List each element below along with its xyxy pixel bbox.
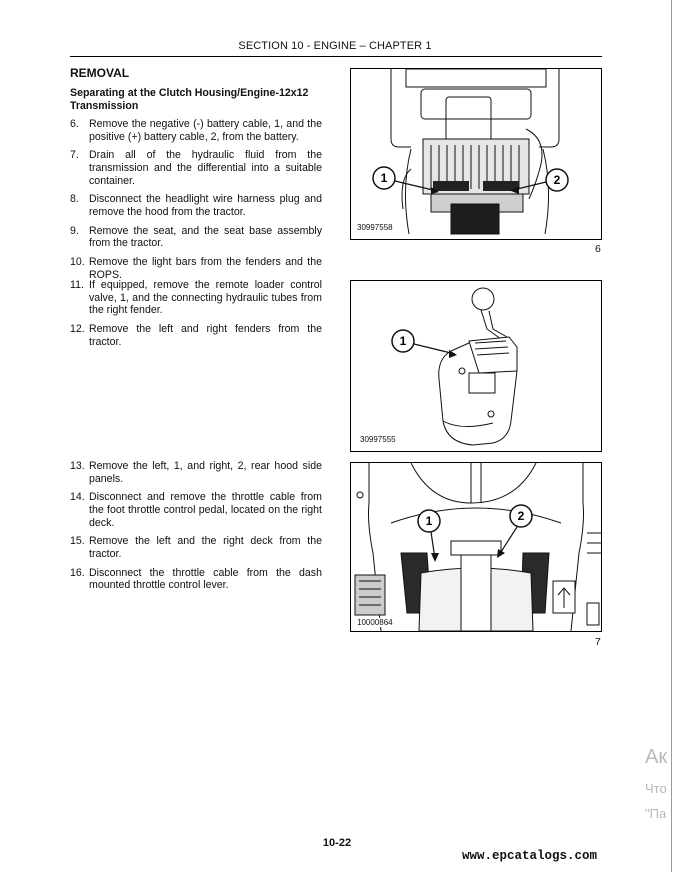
- step-text: Disconnect the headlight wire harness plug and remove the hood from the tractor.: [89, 193, 322, 218]
- step-number: 16.: [70, 566, 85, 579]
- figure-id: 30997555: [360, 435, 396, 444]
- step-text: Disconnect the throttle cable from the dash mounted throttle control lever.: [89, 566, 322, 592]
- step-item: [70, 225, 322, 250]
- callout-label: 1: [399, 334, 407, 348]
- step-number: 10.: [70, 256, 85, 269]
- step-item: [70, 256, 322, 281]
- step-number: 13.: [70, 460, 85, 472]
- header-divider: [70, 56, 602, 57]
- step-text: Remove the left, 1, and right, 2, rear hood side panels.: [89, 460, 322, 485]
- steps-block-3: [70, 460, 322, 598]
- step-text: Remove the left and right fenders from the tractor.: [89, 322, 322, 348]
- callout-label: 2: [553, 173, 561, 187]
- figure-battery: [350, 68, 602, 240]
- step-number: 6.: [70, 118, 79, 130]
- page-edge-divider: [671, 0, 672, 872]
- activation-overlay-line: Что: [645, 781, 667, 796]
- step-text: Remove the light bars from the fenders and the ROPS.: [89, 256, 322, 281]
- step-item: [70, 567, 322, 592]
- step-text: Remove the seat, and the seat base assembly from the tractor.: [89, 224, 322, 250]
- step-item: [70, 535, 322, 560]
- step-number: 9.: [70, 224, 79, 237]
- step-text: If equipped, remove the remote loader control valve, 1, and the connecting hydraulic tubes from the right fender.: [89, 279, 322, 317]
- step-item: [70, 491, 322, 529]
- steps-block-1: [70, 118, 322, 287]
- step-item: [70, 149, 322, 187]
- step-item: [70, 460, 322, 485]
- activation-overlay-line: "Па: [645, 806, 667, 821]
- steps-block-2: [70, 279, 322, 354]
- subsection-heading: Separating at the Clutch Housing/Engine-12x12 Transmission: [70, 87, 309, 112]
- hood-panels-illustration: [351, 463, 601, 631]
- step-text: Disconnect and remove the throttle cable from the foot throttle control pedal, located on the right deck.: [89, 491, 322, 529]
- step-item: [70, 193, 322, 218]
- figure-number: 7: [595, 636, 601, 648]
- page-number: 10-22: [322, 837, 352, 849]
- figure-hood-panels: [350, 462, 602, 632]
- callout-label: 2: [517, 509, 525, 523]
- step-text: Drain all of the hydraulic fluid from the transmission and the differential into a suitable container.: [89, 149, 322, 187]
- step-number: 15.: [70, 535, 85, 548]
- step-number: 7.: [70, 149, 79, 162]
- website-link[interactable]: www.epcatalogs.com: [462, 849, 598, 863]
- callout-label: 1: [380, 171, 388, 185]
- step-number: 8.: [70, 193, 79, 206]
- step-number: 11.: [70, 279, 84, 291]
- section-title: REMOVAL: [70, 66, 130, 80]
- loader-valve-illustration: [351, 281, 601, 451]
- step-item: [70, 323, 322, 348]
- step-text: Remove the negative (-) battery cable, 1, and the positive (+) battery cable, 2, from the battery.: [89, 118, 322, 143]
- step-item: [70, 279, 322, 317]
- figure-id: 10000864: [357, 618, 393, 627]
- step-number: 12.: [70, 322, 85, 335]
- step-text: Remove the left and the right deck from the tractor.: [89, 535, 322, 560]
- step-item: [70, 118, 322, 143]
- activation-overlay-title: Ак: [645, 746, 668, 768]
- figure-number: 6: [595, 243, 601, 255]
- page-header: SECTION 10 - ENGINE – CHAPTER 1: [238, 40, 432, 52]
- callout-label: 1: [425, 514, 433, 528]
- figure-loader-valve: [350, 280, 602, 452]
- figure-id: 30997558: [357, 223, 393, 232]
- step-number: 14.: [70, 491, 85, 504]
- battery-illustration: [351, 69, 601, 239]
